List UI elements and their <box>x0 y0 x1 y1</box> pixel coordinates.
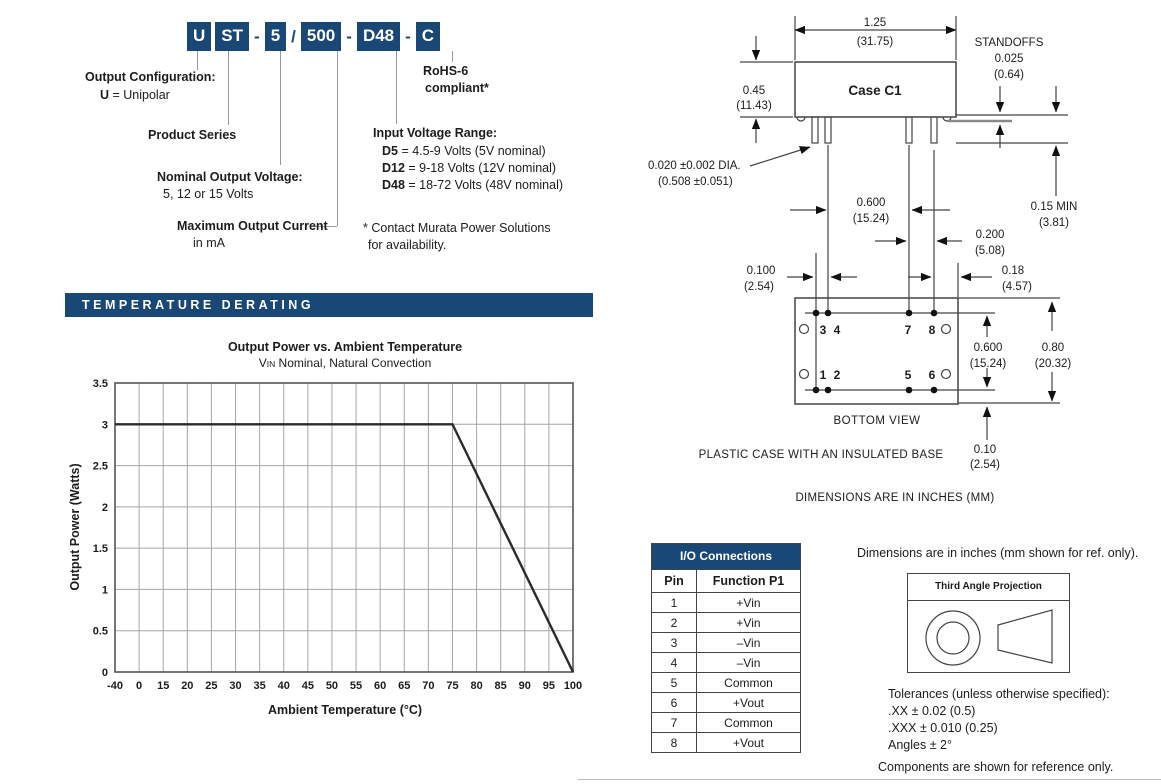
dim-pin-span: 0.600 <box>856 197 886 209</box>
svg-text:65: 65 <box>398 680 411 692</box>
part-code-separator: - <box>254 26 260 46</box>
case-label: Case C1 <box>848 83 902 98</box>
io-col-header-function: Function P1 <box>697 570 801 593</box>
svg-text:95: 95 <box>542 680 556 692</box>
io-table-row <box>652 633 801 653</box>
io-function-cell: +Vin <box>697 593 801 613</box>
output-config-value: U = Unipolar <box>100 88 170 102</box>
dim-body-width-mm: (20.32) <box>1034 358 1072 370</box>
io-function-cell: –Vin <box>697 653 801 673</box>
io-connections-table <box>651 543 801 753</box>
io-function-cell: +Vout <box>697 733 801 753</box>
part-code-box: ST <box>215 22 249 51</box>
dim-pin-len: 0.15 MIN <box>1030 201 1078 213</box>
io-table-row <box>652 693 801 713</box>
connector-line <box>396 51 397 124</box>
contact-note-line2: for availability. <box>368 238 447 252</box>
components-note: Components are shown for reference only. <box>878 760 1114 774</box>
dim-body-width: 0.80 <box>1041 342 1065 354</box>
svg-text:2.5: 2.5 <box>92 460 108 473</box>
io-col-header-pin: Pin <box>652 570 697 593</box>
svg-text:0: 0 <box>136 680 143 692</box>
tolerance-xx: .XX ± 0.02 (0.5) <box>888 704 976 718</box>
rohs-label-line1: RoHS-6 <box>423 64 469 78</box>
part-code-box: U <box>187 22 211 51</box>
svg-text:0: 0 <box>101 667 108 679</box>
dim-pitch-200: 0.200 <box>975 229 1005 241</box>
nominal-voltage-value: 5, 12 or 15 Volts <box>163 187 254 201</box>
standoffs-mm: (0.64) <box>993 69 1025 81</box>
dim-pitch-100: 0.100 <box>746 265 776 277</box>
dim-pitch-100-mm: (2.54) <box>743 281 775 293</box>
input-range-item: D12 = 9-18 Volts (12V nominal) <box>382 161 557 175</box>
projection-title: Third Angle Projection <box>908 574 1069 601</box>
svg-text:40: 40 <box>277 680 290 692</box>
mechanical-drawing <box>640 0 1161 535</box>
svg-text:85: 85 <box>494 680 507 692</box>
input-range-list <box>382 143 563 194</box>
io-table-row <box>652 713 801 733</box>
svg-text:45: 45 <box>301 680 314 692</box>
io-pin-cell: 7 <box>652 713 697 733</box>
io-pin-cell: 2 <box>652 613 697 633</box>
dim-pin-len-mm: (3.81) <box>1038 217 1070 229</box>
pin-number: 4 <box>833 323 841 337</box>
svg-text:15: 15 <box>157 680 170 692</box>
connector-line <box>452 51 453 62</box>
tolerances-title: Tolerances (unless otherwise specified): <box>888 687 1110 701</box>
bottom-view-caption: BOTTOM VIEW <box>833 415 921 427</box>
units-note: DIMENSIONS ARE IN INCHES (MM) <box>795 492 995 504</box>
svg-text:75: 75 <box>446 680 459 692</box>
dim-edge-018-mm: (4.57) <box>1001 281 1033 293</box>
io-pin-cell: 6 <box>652 693 697 713</box>
dim-width-mm: (31.75) <box>856 36 894 48</box>
connector-line <box>228 51 229 125</box>
dim-offset-010-mm: (2.54) <box>969 459 1001 471</box>
contact-note-line1: * Contact Murata Power Solutions <box>363 221 551 235</box>
max-current-unit: in mA <box>193 236 225 250</box>
bottom-view <box>795 298 1071 471</box>
input-range-item: D5 = 4.5-9 Volts (5V nominal) <box>382 144 546 158</box>
io-table-row <box>652 733 801 753</box>
io-pin-cell: 4 <box>652 653 697 673</box>
input-range-title: Input Voltage Range: <box>373 126 498 140</box>
pin-number: 6 <box>928 368 936 382</box>
bottom-divider <box>578 779 1161 780</box>
x-axis-label: Ambient Temperature (°C) <box>267 703 423 717</box>
svg-text:3.5: 3.5 <box>92 378 108 390</box>
pin-number: 8 <box>928 323 936 337</box>
svg-text:30: 30 <box>229 680 242 692</box>
part-code-separator: - <box>405 26 411 46</box>
pin-dia-mm: (0.508 ±0.051) <box>658 176 733 188</box>
third-angle-projection-box <box>907 573 1070 673</box>
product-series-label: Product Series <box>148 128 237 142</box>
dim-width: 1.25 <box>863 17 887 29</box>
svg-text:80: 80 <box>470 680 483 692</box>
io-table-row <box>652 613 801 633</box>
io-function-cell: Common <box>697 673 801 693</box>
connector-line <box>197 51 198 70</box>
tolerance-xxx: .XXX ± 0.010 (0.25) <box>888 721 998 735</box>
part-code-box: C <box>416 22 440 51</box>
svg-text:55: 55 <box>349 680 363 692</box>
io-table-row <box>652 593 801 613</box>
y-axis-label: Output Power (Watts) <box>68 463 82 591</box>
max-current-title: Maximum Output Current <box>177 219 328 233</box>
chart-title: Output Power vs. Ambient Temperature <box>227 340 463 354</box>
io-pin-cell: 8 <box>652 733 697 753</box>
case-side-view <box>795 62 956 143</box>
dim-case-height: 0.45 <box>742 85 766 97</box>
io-function-cell: Common <box>697 713 801 733</box>
dim-offset-010: 0.10 <box>973 444 997 456</box>
dim-row-span: 0.600 <box>973 342 1003 354</box>
svg-text:2: 2 <box>101 501 108 514</box>
chart-subtitle: VIN Nominal, Natural Convection <box>258 356 432 370</box>
dims-inches-note: Dimensions are in inches (mm shown for ref. only). <box>857 546 1139 560</box>
pin-number: 5 <box>904 368 912 382</box>
pin-number: 2 <box>833 368 841 382</box>
io-pin-cell: 5 <box>652 673 697 693</box>
svg-text:-40: -40 <box>107 680 123 692</box>
io-table-row <box>652 653 801 673</box>
svg-text:0.5: 0.5 <box>92 625 108 638</box>
svg-text:50: 50 <box>325 680 339 692</box>
part-code-box: D48 <box>357 22 400 51</box>
rohs-label-line2: compliant* <box>425 81 489 95</box>
part-code-separator: / <box>291 26 296 46</box>
io-function-cell: +Vin <box>697 613 801 633</box>
svg-text:20: 20 <box>181 680 194 692</box>
input-range-item: D48 = 18-72 Volts (48V nominal) <box>382 178 564 192</box>
dim-row-span-mm: (15.24) <box>969 358 1007 370</box>
svg-text:60: 60 <box>374 680 387 692</box>
output-config-title: Output Configuration: <box>85 70 216 84</box>
standoffs-val: 0.025 <box>994 53 1024 65</box>
io-function-cell: –Vin <box>697 633 801 653</box>
dimension-annotations <box>648 16 1077 390</box>
connector-line <box>337 51 338 226</box>
pin-number: 7 <box>904 323 912 337</box>
svg-text:25: 25 <box>205 680 218 692</box>
nominal-voltage-title: Nominal Output Voltage: <box>157 170 303 184</box>
dim-pin-span-mm: (15.24) <box>852 213 890 225</box>
io-function-cell: +Vout <box>697 693 801 713</box>
svg-text:100: 100 <box>563 680 583 692</box>
pin-number: 3 <box>819 323 827 337</box>
tolerance-angles: Angles ± 2° <box>888 738 952 752</box>
svg-text:35: 35 <box>253 680 266 692</box>
svg-text:70: 70 <box>422 680 435 692</box>
io-pin-cell: 1 <box>652 593 697 613</box>
io-table-header-row <box>652 570 801 593</box>
dim-case-height-mm: (11.43) <box>736 100 772 112</box>
io-pin-cell: 3 <box>652 633 697 653</box>
part-number-row <box>185 22 442 51</box>
pin-dia-label: 0.020 ±0.002 DIA. <box>648 160 741 172</box>
io-table-row <box>652 673 801 693</box>
derating-chart <box>65 375 585 720</box>
projection-symbol-icon <box>908 601 1069 673</box>
svg-text:3: 3 <box>101 419 108 432</box>
svg-text:1.5: 1.5 <box>92 543 108 556</box>
io-table-title: I/O Connections <box>651 543 801 569</box>
section-header-temperature-derating: TEMPERATURE DERATING <box>65 293 593 317</box>
dim-pitch-200-mm: (5.08) <box>974 245 1006 257</box>
standoffs-label: STANDOFFS <box>974 37 1044 49</box>
part-code-box: 500 <box>301 22 341 51</box>
part-code-box: 5 <box>265 22 286 51</box>
pin-number: 1 <box>819 368 827 382</box>
connector-line <box>280 51 281 165</box>
dim-edge-018: 0.18 <box>1001 265 1025 277</box>
plastic-case-note: PLASTIC CASE WITH AN INSULATED BASE <box>698 449 944 461</box>
svg-text:90: 90 <box>518 680 531 692</box>
svg-text:1: 1 <box>101 584 108 597</box>
tolerances-block <box>888 686 1110 754</box>
part-code-separator: - <box>346 26 352 46</box>
